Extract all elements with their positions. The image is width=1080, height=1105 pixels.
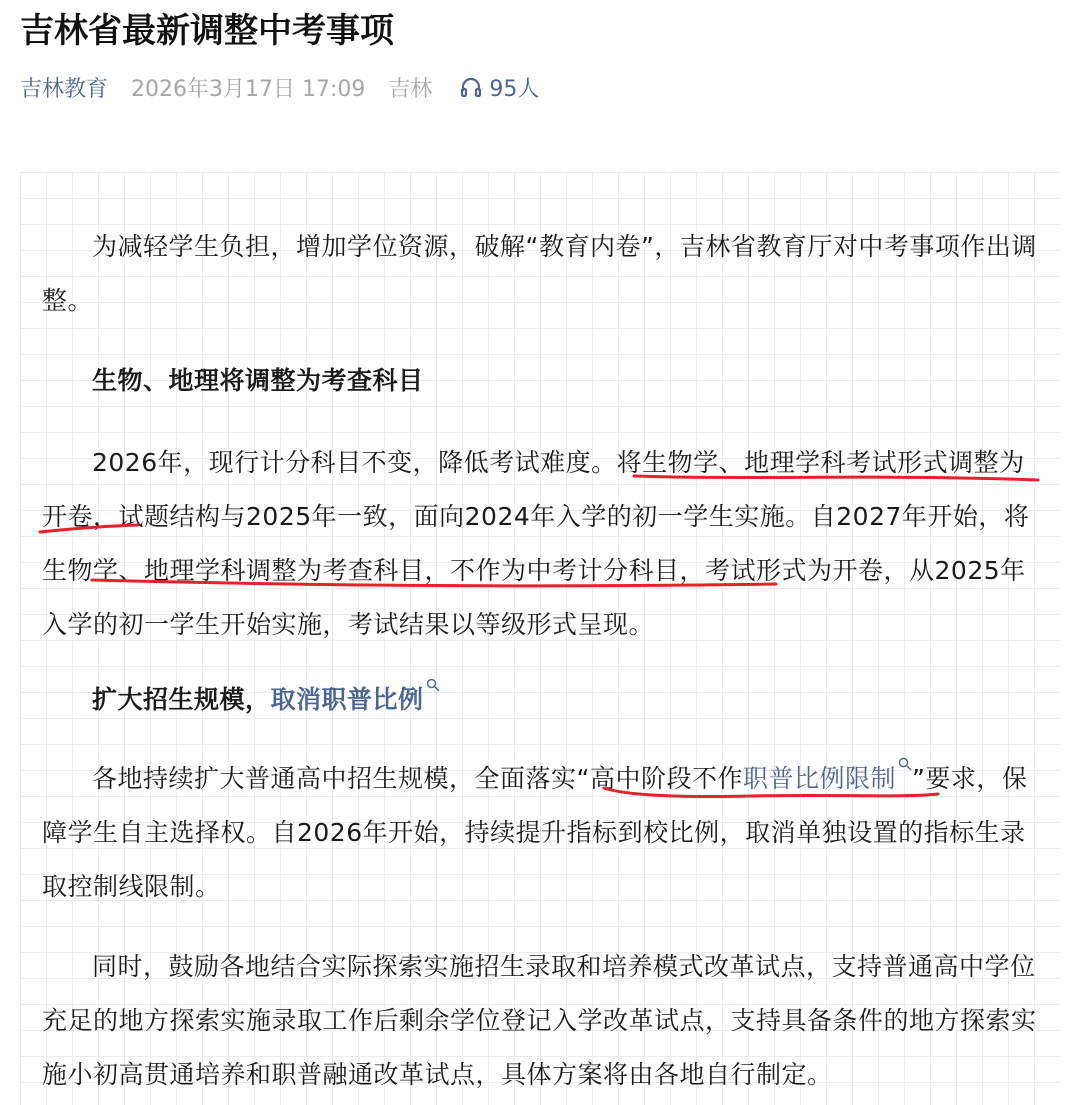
- para-text: ”要求，保障学生自主选择权。自2026年开始，持续提升指标到校比例，取消单独设置的指标生录取控制线限制。: [42, 764, 1028, 901]
- para-text: ，考试形式为开卷，从2025年入学的初一学生开始实施，考试结果以等级形式呈现。: [42, 556, 1026, 639]
- para-text: 2026年，现行计分科目不变，降低考试难度。: [92, 448, 617, 477]
- red-underline-annotation: [90, 576, 780, 592]
- article-title: 吉林省最新调整中考事项: [20, 11, 394, 51]
- red-underline-annotation: [632, 470, 1042, 486]
- search-icon: [426, 678, 440, 692]
- paragraph-enrollment: [42, 752, 1042, 914]
- article-body: [20, 172, 1060, 1105]
- article-meta: [20, 72, 539, 108]
- para-text: ，试题结构与2025年一致，面向2024年入学的初一学生实施。自2027年开始，: [93, 502, 1004, 531]
- highlighted-text-assessment-subject: 将生物学、地理学科调整为考查科目，不作为中考计分科目: [42, 502, 1030, 585]
- search-icon: [898, 757, 912, 771]
- para-text: 各地持续扩大普通高中招生规模，全面落实“高中阶段不作: [92, 764, 743, 793]
- link-text: 职普比例限制: [742, 764, 896, 793]
- source-account-link[interactable]: 吉林教育: [20, 77, 109, 102]
- section-heading-enrollment: [42, 673, 1042, 727]
- listener-count: 95人: [489, 77, 540, 102]
- paragraph-biology-geography: [42, 436, 1042, 652]
- red-underline-annotation: [602, 784, 942, 806]
- paragraph-intro: 为减轻学生负担，增加学位资源，破解“教育内卷”，吉林省教育厅对中考事项作出调整。: [42, 232, 1037, 315]
- keyword-link-vocational-ratio[interactable]: [271, 685, 440, 714]
- heading-text: 扩大招生规模，: [92, 685, 271, 714]
- paragraph-reform-pilot: 同时，鼓励各地结合实际探索实施招生录取和培养模式改革试点，支持普通高中学位充足的地方探索实施录取工作后剩余学位登记入学改革试点，支持具备条件的地方探索实施小初高贯通培养和职普融通改革试点，具体方案将由各地自行制定。: [42, 952, 1037, 1089]
- listen-button[interactable]: [459, 72, 539, 108]
- headphone-icon: [459, 75, 483, 99]
- section-heading-biology-geography: 生物、地理将调整为考查科目: [92, 366, 424, 395]
- publish-region: 吉林: [388, 77, 433, 102]
- red-underline-annotation: [38, 520, 142, 538]
- publish-date: 2026年3月17日 17:09: [131, 77, 366, 102]
- highlighted-text-open-book: 将生物学、地理学科考试形式调整为开卷: [42, 448, 1025, 531]
- link-text: 取消职普比例: [270, 685, 424, 714]
